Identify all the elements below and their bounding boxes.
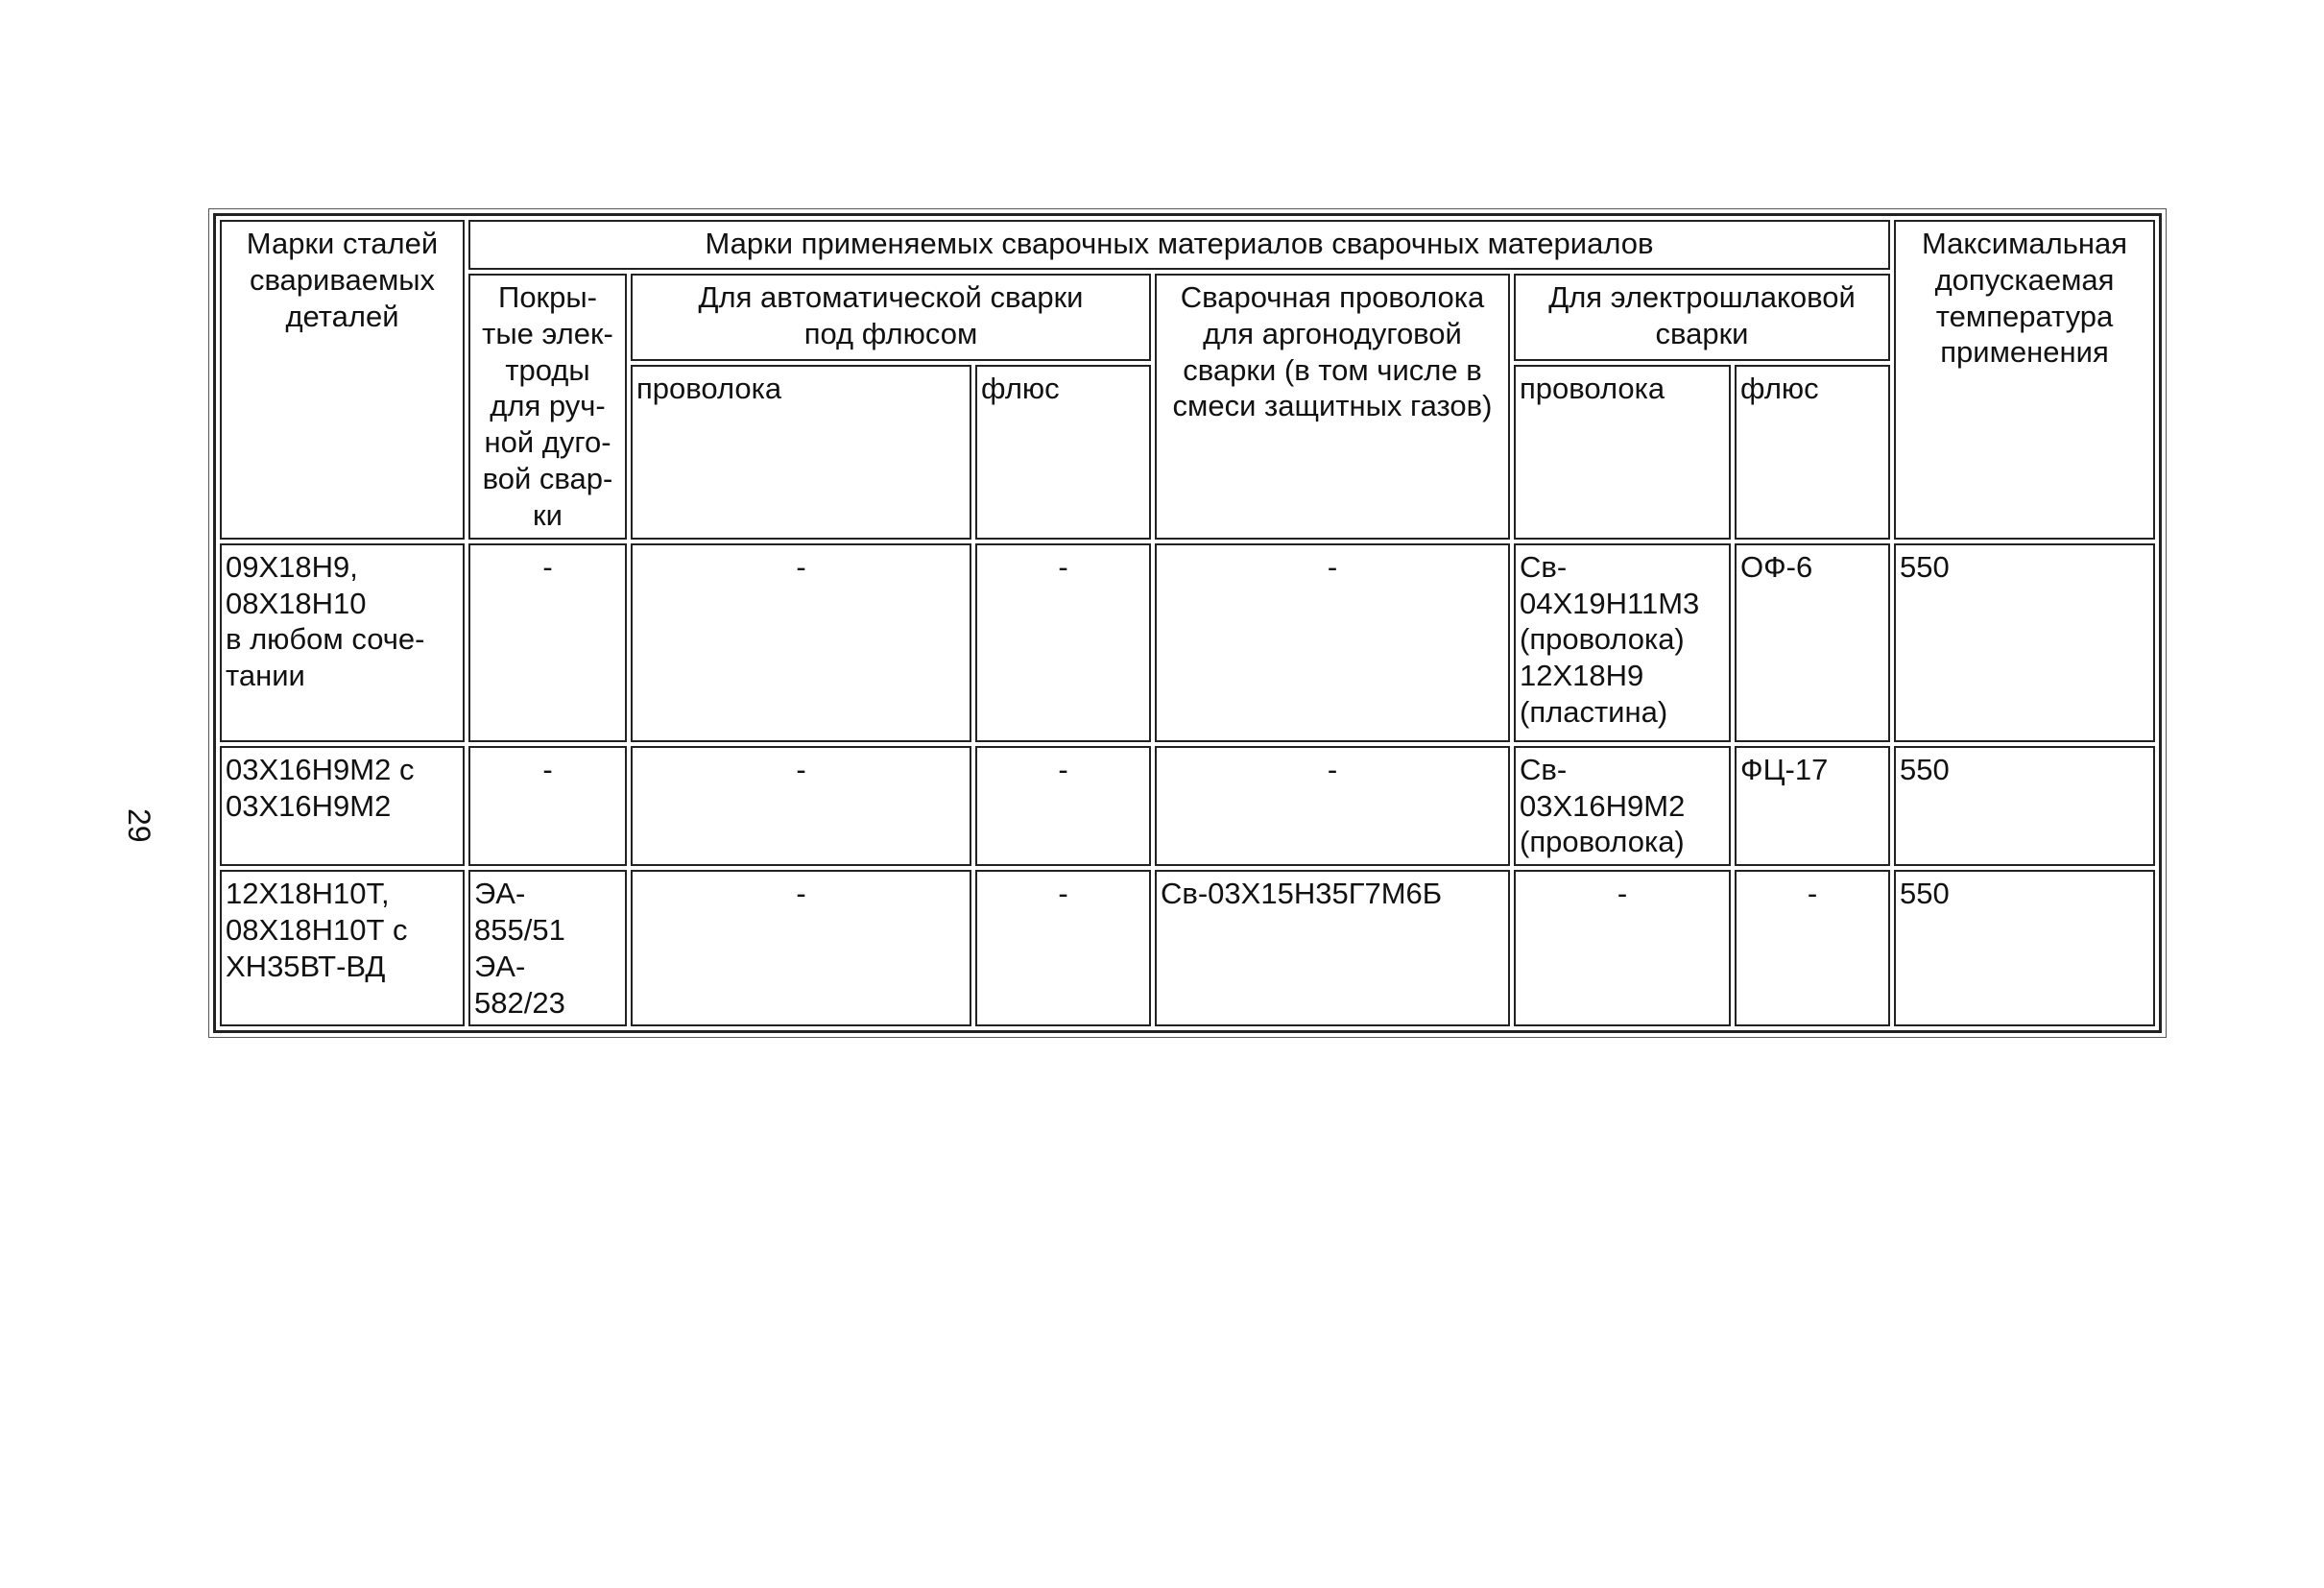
- header-electroslag: Для электрошлаковой сварки: [1514, 274, 1890, 361]
- header-row-2: [220, 274, 2155, 361]
- cell-auto-wire: -: [631, 543, 971, 742]
- cell-auto-wire: -: [631, 746, 971, 866]
- header-es-flux: флюс: [1735, 365, 1890, 540]
- cell-auto-flux: -: [975, 870, 1151, 1026]
- welding-materials-table: [213, 213, 2162, 1033]
- header-es-wire: проволока: [1514, 365, 1731, 540]
- cell-es-wire: Св- 04Х19Н11М3 (проволока) 12Х18Н9 (пластина): [1514, 543, 1731, 742]
- cell-es-wire: Св- 03Х16Н9М2 (проволока): [1514, 746, 1731, 866]
- page-number: 29: [122, 808, 156, 843]
- header-max-temperature: Максимальная допускаемая температура применения: [1894, 220, 2155, 540]
- header-auto-flux: флюс: [975, 365, 1151, 540]
- cell-es-wire: -: [1514, 870, 1731, 1026]
- cell-temperature: 550: [1894, 543, 2155, 742]
- cell-auto-wire: -: [631, 870, 971, 1026]
- cell-argon-wire: -: [1155, 746, 1510, 866]
- cell-es-flux: ФЦ-17: [1735, 746, 1890, 866]
- cell-argon-wire: -: [1155, 543, 1510, 742]
- cell-steel: 12Х18Н10Т, 08Х18Н10Т с ХН35ВТ-ВД: [220, 870, 465, 1026]
- cell-auto-flux: -: [975, 543, 1151, 742]
- cell-es-flux: -: [1735, 870, 1890, 1026]
- cell-es-flux: ОФ-6: [1735, 543, 1890, 742]
- cell-temperature: 550: [1894, 870, 2155, 1026]
- cell-auto-flux: -: [975, 746, 1151, 866]
- table-row: [220, 543, 2155, 742]
- table-row: [220, 870, 2155, 1026]
- header-steel-grades: Марки сталей свариваемых деталей: [220, 220, 465, 540]
- header-argon-wire: Сварочная проволока для аргонодуговой сварки (в том числе в смеси защитных газов): [1155, 274, 1510, 540]
- header-materials-group: Марки применяемых сварочных материалов сварочных материалов: [468, 220, 1890, 270]
- table-row: [220, 746, 2155, 866]
- cell-temperature: 550: [1894, 746, 2155, 866]
- header-auto-wire: проволока: [631, 365, 971, 540]
- header-auto-welding: Для автоматической сварки под флюсом: [631, 274, 1151, 361]
- cell-steel: 03Х16Н9М2 с 03Х16Н9М2: [220, 746, 465, 866]
- cell-electrodes: -: [468, 543, 627, 742]
- header-row-1: [220, 220, 2155, 270]
- header-coated-electrodes: Покры- тые элек- троды для руч- ной дуго- вой свар- ки: [468, 274, 627, 540]
- cell-steel: 09Х18Н9, 08Х18Н10 в любом соче- тании: [220, 543, 465, 742]
- cell-argon-wire: Св-03Х15Н35Г7М6Б: [1155, 870, 1510, 1026]
- cell-electrodes: ЭА- 855/51 ЭА- 582/23: [468, 870, 627, 1026]
- cell-electrodes: -: [468, 746, 627, 866]
